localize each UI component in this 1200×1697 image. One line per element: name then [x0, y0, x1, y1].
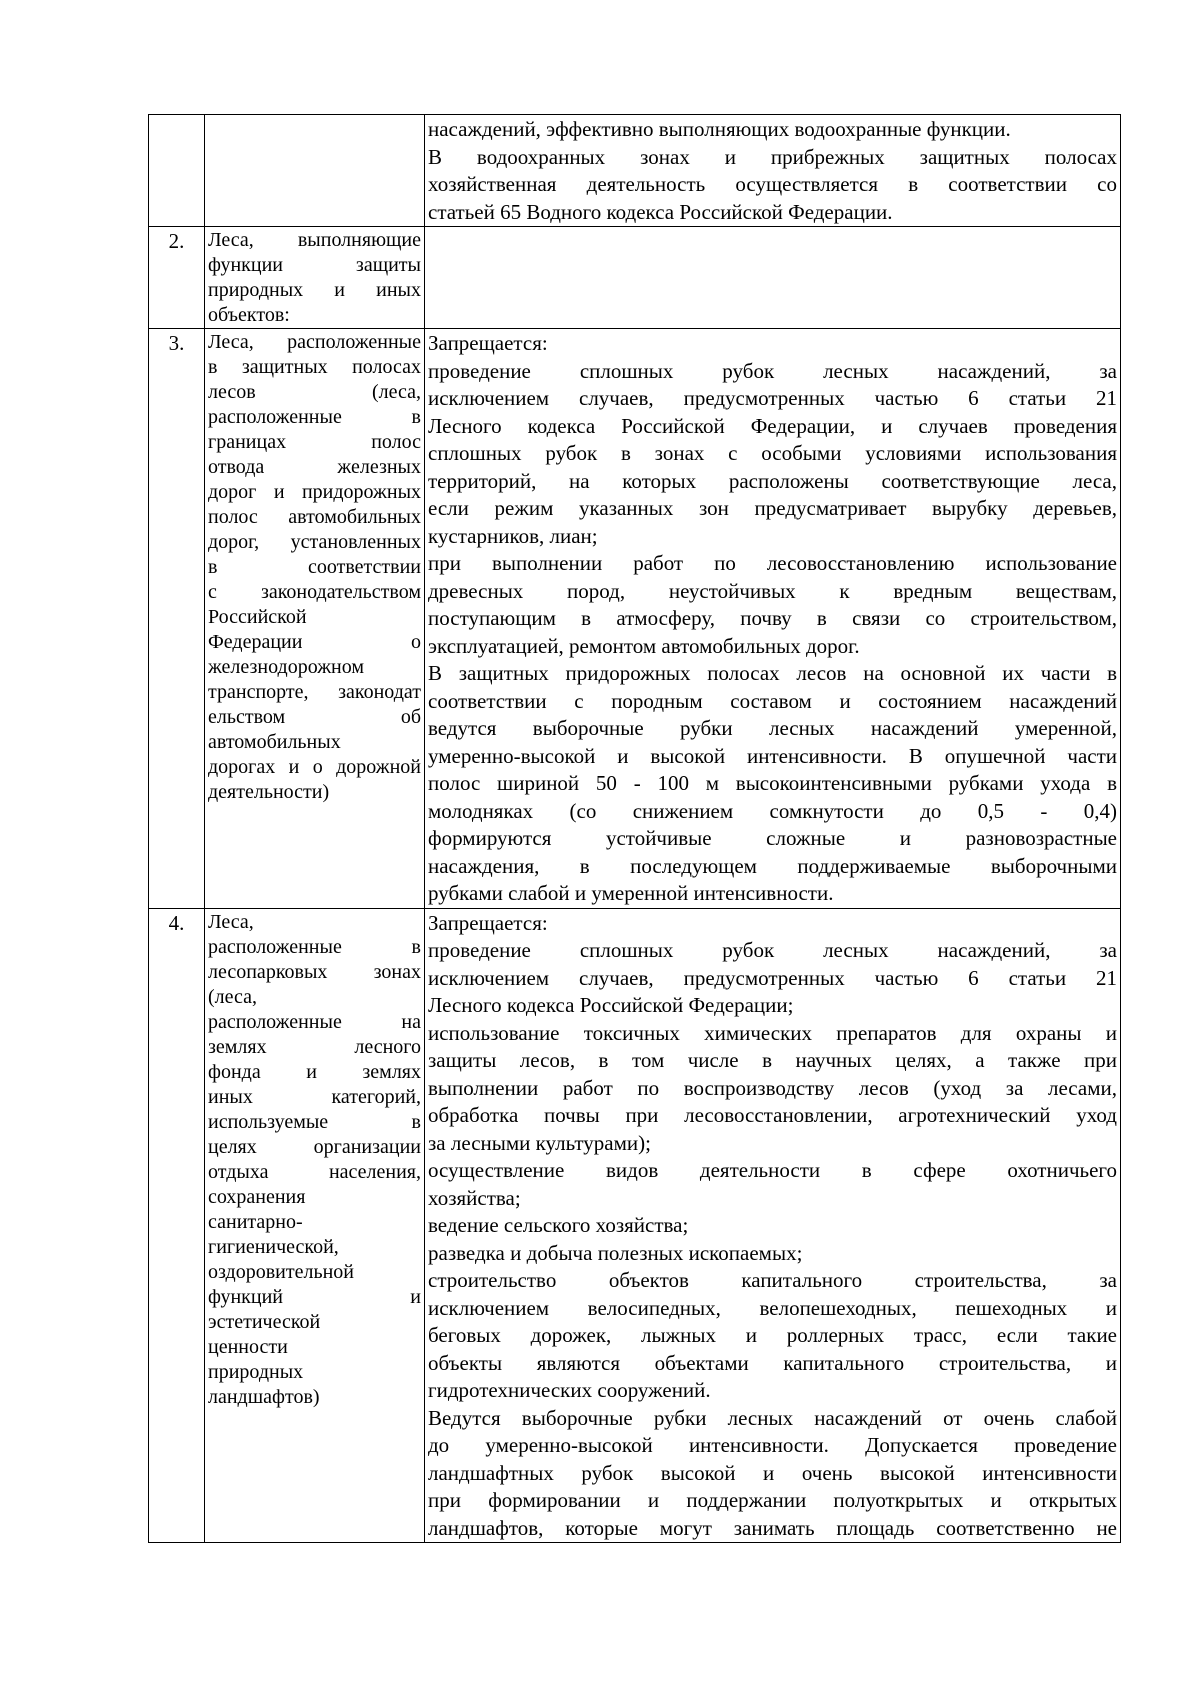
- forest-category-line: лесопарковых зонах: [208, 960, 421, 983]
- regulation-text-line: хозяйства;: [428, 1185, 521, 1210]
- table-row: [149, 227, 1121, 329]
- regulation-text-line: формируются устойчивые сложные и разновозрастные: [428, 826, 1117, 850]
- regulation-text-line: обработка почвы при лесовосстановлении, агротехнический уход: [428, 1103, 1117, 1127]
- forest-category-line: гигиенической,: [208, 1235, 339, 1258]
- forest-category-cell: [205, 227, 425, 329]
- regulation-text-line: ландшафтных рубок высокой и очень высокой интенсивности: [428, 1460, 1117, 1485]
- regulation-text-line: сплошных рубок в зонах с особыми условиями использования: [428, 441, 1117, 465]
- forest-category-cell: [205, 329, 425, 909]
- regulation-text-cell: [425, 227, 1121, 329]
- regulation-text-line: при формировании и поддержании полуоткрытых и открытых: [428, 1488, 1117, 1512]
- regulation-text-line: если режим указанных зон предусматривает вырубку деревьев,: [428, 496, 1117, 520]
- regulation-text-line: объекты являются объектами капитального строительства, и: [428, 1350, 1117, 1375]
- row-number-cell: [149, 329, 205, 909]
- regulation-text-line: исключением велосипедных, велопешеходных, пешеходных и: [428, 1295, 1117, 1320]
- forest-category-line: санитарно-: [208, 1210, 303, 1233]
- forest-category-line: ценности: [208, 1335, 288, 1358]
- regulation-text-line: при выполнении работ по лесовосстановлению использование: [428, 551, 1117, 575]
- forest-category-line: лесов (леса,: [208, 381, 421, 403]
- forest-category-line: дорогах и о дорожной: [208, 756, 421, 778]
- regulation-text-line: ведутся выборочные рубки лесных насаждений умеренной,: [428, 716, 1117, 740]
- forest-category-line: дорог, установленных: [208, 531, 421, 553]
- forest-category-line: отдыха населения,: [208, 1160, 421, 1183]
- forest-category-line: железнодорожном: [208, 656, 365, 678]
- forest-category-line: с законодательством: [208, 581, 421, 603]
- regulation-text-line: выполнении работ по воспроизводству лесов (уход за лесами,: [428, 1075, 1117, 1100]
- forest-category-line: отвода железных: [208, 456, 421, 478]
- forest-category-line: функций и: [208, 1285, 421, 1308]
- regulation-text-line: исключением случаев, предусмотренных частью 6 статьи 21: [428, 386, 1117, 410]
- forest-category-line: границах полос: [208, 431, 421, 453]
- forest-category-cell: [205, 908, 425, 1543]
- regulation-text-line: древесных пород, неустойчивых к вредным веществам,: [428, 578, 1117, 603]
- forest-category-line: расположенные на: [208, 1010, 421, 1033]
- regulation-text-line: разведка и добыча полезных ископаемых;: [428, 1240, 803, 1265]
- forest-category-line: в защитных полосах: [208, 356, 421, 378]
- forest-category-line: дорог и придорожных: [208, 481, 421, 503]
- regulation-text-line: беговых дорожек, лыжных и роллерных трасс, если такие: [428, 1323, 1117, 1347]
- regulation-text-line: поступающим в атмосферу, почву в связи со строительством,: [428, 606, 1117, 630]
- regulation-text-line: ландшафтов, которые могут занимать площадь соответственно не: [428, 1515, 1117, 1540]
- table-row: [149, 908, 1121, 1543]
- forest-category-line: полос автомобильных: [208, 506, 421, 528]
- forest-category-line: транспорте, законодат: [208, 681, 421, 703]
- table-row: [149, 115, 1121, 227]
- forest-category-line: целях организации: [208, 1135, 421, 1158]
- forest-category-line: природных и иных: [208, 279, 421, 301]
- regulation-text-line: молодняках (со снижением сомкнутости до 0,5 - 0,4): [428, 798, 1117, 823]
- regulation-text-cell: [425, 115, 1121, 227]
- row-number: 4.: [168, 910, 185, 935]
- regulation-text-line: гидротехнических сооружений.: [428, 1378, 711, 1402]
- forest-category-line: Леса, расположенные: [208, 331, 421, 353]
- forest-category-line: природных: [208, 1360, 304, 1383]
- regulation-text-line: хозяйственная деятельность осуществляется в соответствии со: [428, 172, 1117, 196]
- row-number-cell: [149, 227, 205, 329]
- forest-category-cell: [205, 115, 425, 227]
- row-number-cell: [149, 908, 205, 1543]
- regulation-text-line: Запрещается:: [428, 910, 548, 935]
- regulation-text-line: кустарников, лиан;: [428, 523, 598, 548]
- forest-category-line: ландшафтов): [208, 1385, 320, 1408]
- forest-category-line: Федерации о: [208, 631, 421, 653]
- forest-category-line: расположенные в: [208, 406, 421, 428]
- forest-regulation-table: [148, 114, 1121, 1543]
- forest-category-line: эстетической: [208, 1310, 321, 1333]
- regulation-text-line: Запрещается:: [428, 331, 548, 355]
- row-number-cell: [149, 115, 205, 227]
- row-number: 2.: [168, 229, 185, 253]
- regulation-text-line: умеренно-высокой и высокой интенсивности. В опушечной части: [428, 743, 1117, 768]
- forest-category-line: функции защиты: [208, 254, 421, 276]
- forest-category-line: оздоровительной: [208, 1260, 354, 1283]
- regulation-text-cell: [425, 329, 1121, 909]
- forest-category-line: землях лесного: [208, 1035, 421, 1058]
- forest-category-line: ельством об: [208, 706, 421, 728]
- regulation-text-cell: [425, 908, 1121, 1543]
- forest-category-line: Леса,: [208, 910, 254, 933]
- regulation-text-line: территорий, на которых расположены соответствующие леса,: [428, 468, 1117, 493]
- regulation-text-line: проведение сплошных рубок лесных насаждений, за: [428, 358, 1117, 383]
- regulation-text-line: соответствии с породным составом и состоянием насаждений: [428, 688, 1117, 713]
- regulation-text-line: защиты лесов, в том числе в научных целях, а также при: [428, 1048, 1117, 1072]
- regulation-text-line: насаждений, эффективно выполняющих водоохранные функции.: [428, 117, 1011, 141]
- regulation-text-line: В водоохранных зонах и прибрежных защитных полосах: [428, 144, 1117, 169]
- regulation-text-line: насаждения, в последующем поддерживаемые выборочными: [428, 853, 1117, 878]
- forest-category-line: деятельности): [208, 781, 330, 803]
- regulation-text-line: рубками слабой и умеренной интенсивности.: [428, 881, 834, 905]
- forest-category-line: объектов:: [208, 304, 290, 326]
- regulation-text-line: В защитных придорожных полосах лесов на основной их части в: [428, 661, 1117, 685]
- forest-category-line: Российской: [208, 606, 307, 628]
- regulation-text-line: за лесными культурами);: [428, 1130, 651, 1155]
- forest-category-line: иных категорий,: [208, 1085, 421, 1108]
- regulation-text-line: эксплуатацией, ремонтом автомобильных дорог.: [428, 633, 860, 658]
- regulation-text-line: статьей 65 Водного кодекса Российской Федерации.: [428, 199, 893, 224]
- regulation-text-line: до умеренно-высокой интенсивности. Допускается проведение: [428, 1433, 1117, 1457]
- forest-category-line: сохранения: [208, 1185, 306, 1208]
- forest-category-line: Леса, выполняющие: [208, 229, 421, 251]
- document-page: [148, 114, 1120, 1543]
- row-number: 3.: [168, 331, 185, 355]
- regulation-text-line: исключением случаев, предусмотренных частью 6 статьи 21: [428, 965, 1117, 990]
- table-row: [149, 329, 1121, 909]
- forest-category-line: фонда и землях: [208, 1060, 421, 1083]
- forest-category-line: (леса,: [208, 985, 258, 1008]
- regulation-text-line: использование токсичных химических препаратов для охраны и: [428, 1020, 1117, 1045]
- forest-category-line: расположенные в: [208, 935, 421, 958]
- regulation-text-line: проведение сплошных рубок лесных насаждений, за: [428, 938, 1117, 962]
- regulation-text-line: Лесного кодекса Российской Федерации, и случаев проведения: [428, 413, 1117, 438]
- forest-category-line: в соответствии: [208, 556, 421, 578]
- regulation-text-line: строительство объектов капитального строительства, за: [428, 1268, 1117, 1292]
- regulation-text-line: Ведутся выборочные рубки лесных насаждений от очень слабой: [428, 1405, 1117, 1430]
- regulation-text-line: полос шириной 50 - 100 м высокоинтенсивными рубками ухода в: [428, 771, 1117, 795]
- regulation-text-line: Лесного кодекса Российской Федерации;: [428, 993, 794, 1017]
- regulation-text-line: ведение сельского хозяйства;: [428, 1213, 689, 1237]
- forest-category-line: используемые в: [208, 1110, 421, 1133]
- forest-category-line: автомобильных: [208, 731, 341, 753]
- regulation-text-line: осуществление видов деятельности в сфере охотничьего: [428, 1158, 1117, 1182]
